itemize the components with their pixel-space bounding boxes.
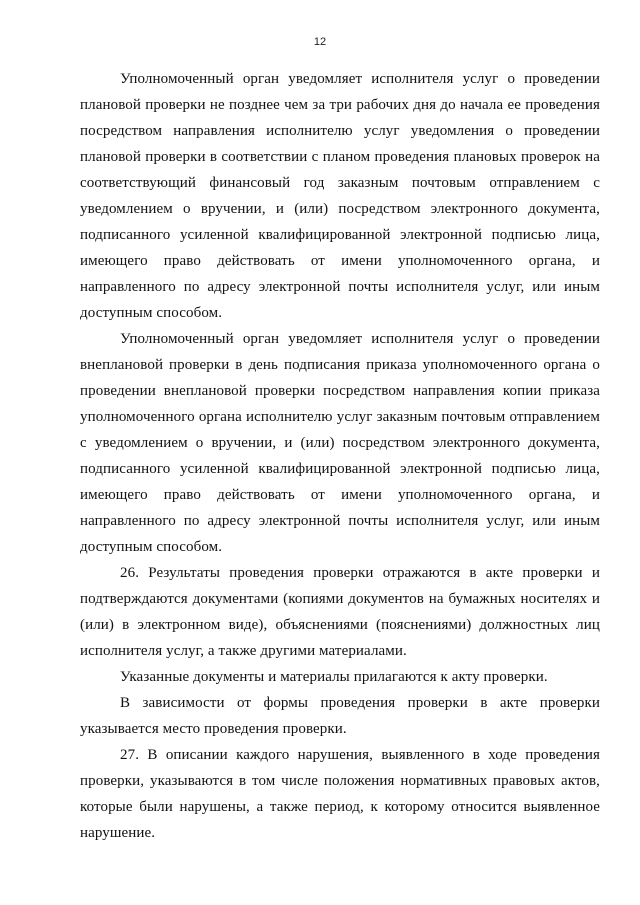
- paragraph-unplanned-inspection-notice: Уполномоченный орган уведомляет исполнителя услуг о проведении внеплановой проверки в день подписания приказа уполномоченного органа о проведении внеплановой проверки посредством направления копии приказа уполномоченного органа исполнителю услуг заказным почтовым отправлением с уведомлением о вручении, и (или) посредством электронного документа, подписанного усиленной квалифицированной электронной подписью лица, имеющего право действовать от имени уполномоченного органа, и направленного по адресу электронной почты исполнителя услуг, или иным доступным способом.: [80, 331, 600, 555]
- paragraph-attached-documents: Указанные документы и материалы прилагаются к акту проверки.: [120, 669, 548, 685]
- paragraph-26-results: 26. Результаты проведения проверки отражаются в акте проверки и подтверждаются документами (копиями документов на бумажных носителях и (или) в электронном виде), объяснениями (пояснениями) должностных лиц исполнителя услуг, а также другими материалами.: [80, 565, 600, 659]
- document-body: [80, 66, 600, 846]
- page-number: 12: [313, 36, 327, 48]
- paragraph-inspection-location: В зависимости от формы проведения проверки в акте проверки указывается место проведения проверки.: [80, 695, 600, 737]
- paragraph-27-violations: 27. В описании каждого нарушения, выявленного в ходе проведения проверки, указываются в том числе положения нормативных правовых актов, которые были нарушены, а также период, к которому относится выявленное нарушение.: [80, 747, 600, 841]
- paragraph-planned-inspection-notice: Уполномоченный орган уведомляет исполнителя услуг о проведении плановой проверки не позднее чем за три рабочих дня до начала ее проведения посредством направления исполнителю услуг уведомления о проведении плановой проверки в соответствии с планом проведения плановых проверок на соответствующий финансовый год заказным почтовым отправлением с уведомлением о вручении, и (или) посредством электронного документа, подписанного усиленной квалифицированной электронной подписью лица, имеющего право действовать от имени уполномоченного органа, и направленного по адресу электронной почты исполнителя услуг, или иным доступным способом.: [80, 71, 600, 321]
